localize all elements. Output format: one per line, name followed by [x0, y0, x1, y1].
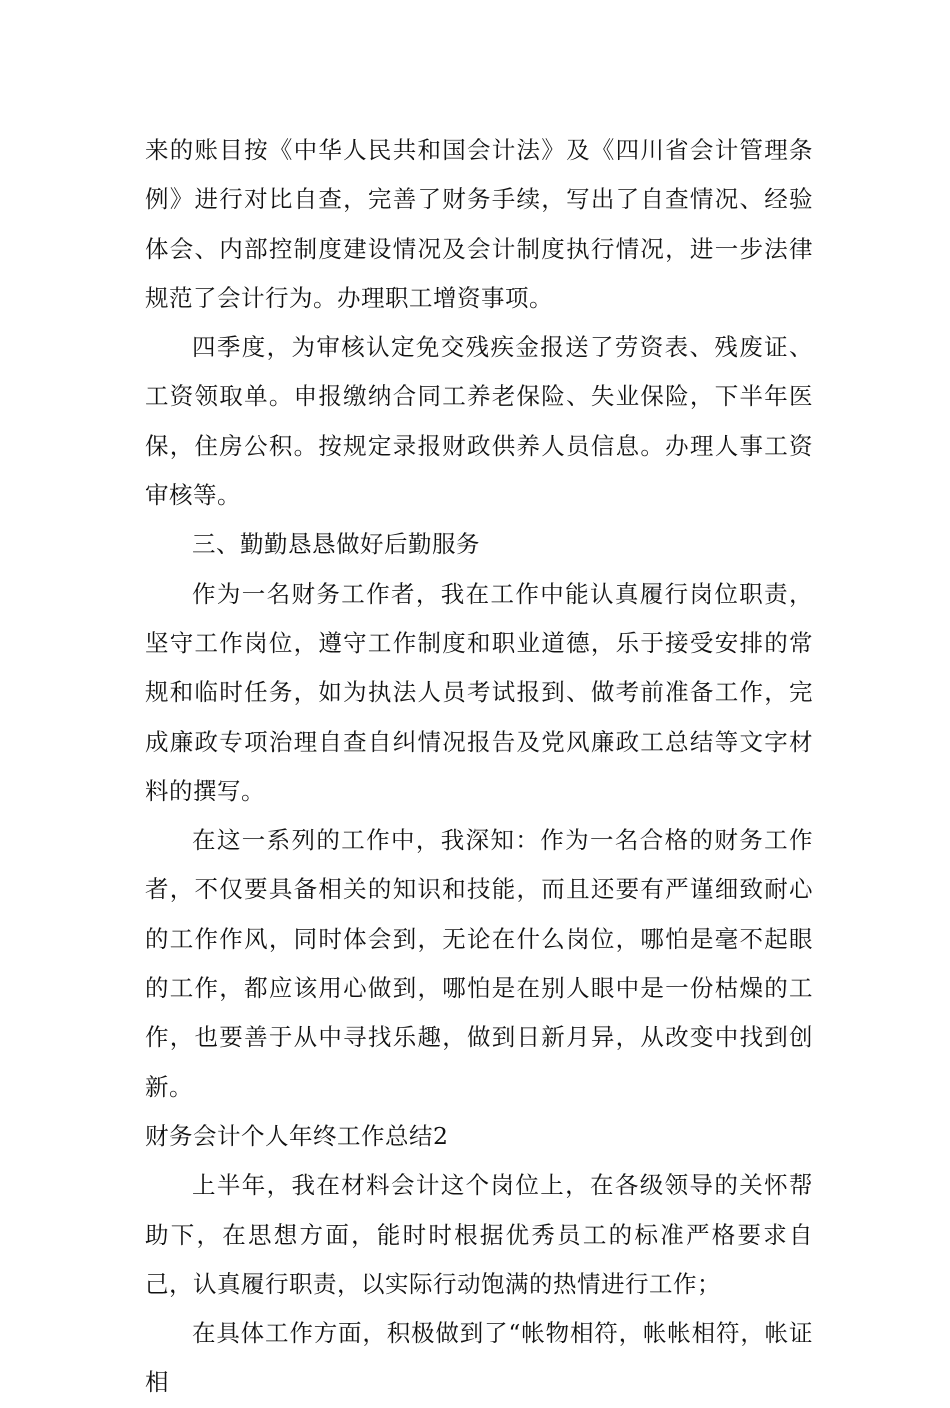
paragraph-specific-work: 在具体工作方面，积极做到了“帐物相符，帐帐相符，帐证相 — [145, 1319, 813, 1397]
paragraph-fourth-quarter: 四季度，为审核认定免交残疾金报送了劳资表、残废证、工资领取单。申报缴纳合同工养老保险、失业保险，下半年医保，住房公积。按规定录报财政供养人员信息。办理人事工资审核等。 — [145, 333, 813, 510]
paragraph-first-half: 上半年，我在材料会计这个岗位上，在各级领导的关怀帮助下，在思想方面，能时时根据优秀员工的标准严格要求自己，认真履行职责，以实际行动饱满的热情进行工作； — [145, 1171, 813, 1298]
paragraph-continued: 来的账目按《中华人民共和国会计法》及《四川省会计管理条例》进行对比自查，完善了财务手续，写出了自查情况、经验体会、内部控制度建设情况及会计制度执行情况，进一步法律规范了会计行为。办理职工增资事项。 — [145, 136, 813, 312]
document-body — [145, 126, 813, 1408]
paragraph-duties: 作为一名财务工作者，我在工作中能认真履行岗位职责，坚守工作岗位，遵守工作制度和职业道德，乐于接受安排的常规和临时任务，如为执法人员考试报到、做考前准备工作，完成廉政专项治理自查自纠情况报告及党风廉政工总结等文字材料的撰写。 — [145, 579, 813, 805]
document-title-2: 财务会计个人年终工作总结2 — [145, 1121, 449, 1150]
section-heading-logistics: 三、勤勤恳恳做好后勤服务 — [192, 530, 480, 559]
paragraph-reflection: 在这一系列的工作中，我深知：作为一名合格的财务工作者，不仅要具备相关的知识和技能，而且还要有严谨细致耐心的工作作风，同时体会到，无论在什么岗位，哪怕是毫不起眼的工作，都应该用心做到，哪怕是在别人眼中是一份枯燥的工作，也要善于从中寻找乐趣，做到日新月异，从改变中找到创新。 — [145, 826, 813, 1101]
